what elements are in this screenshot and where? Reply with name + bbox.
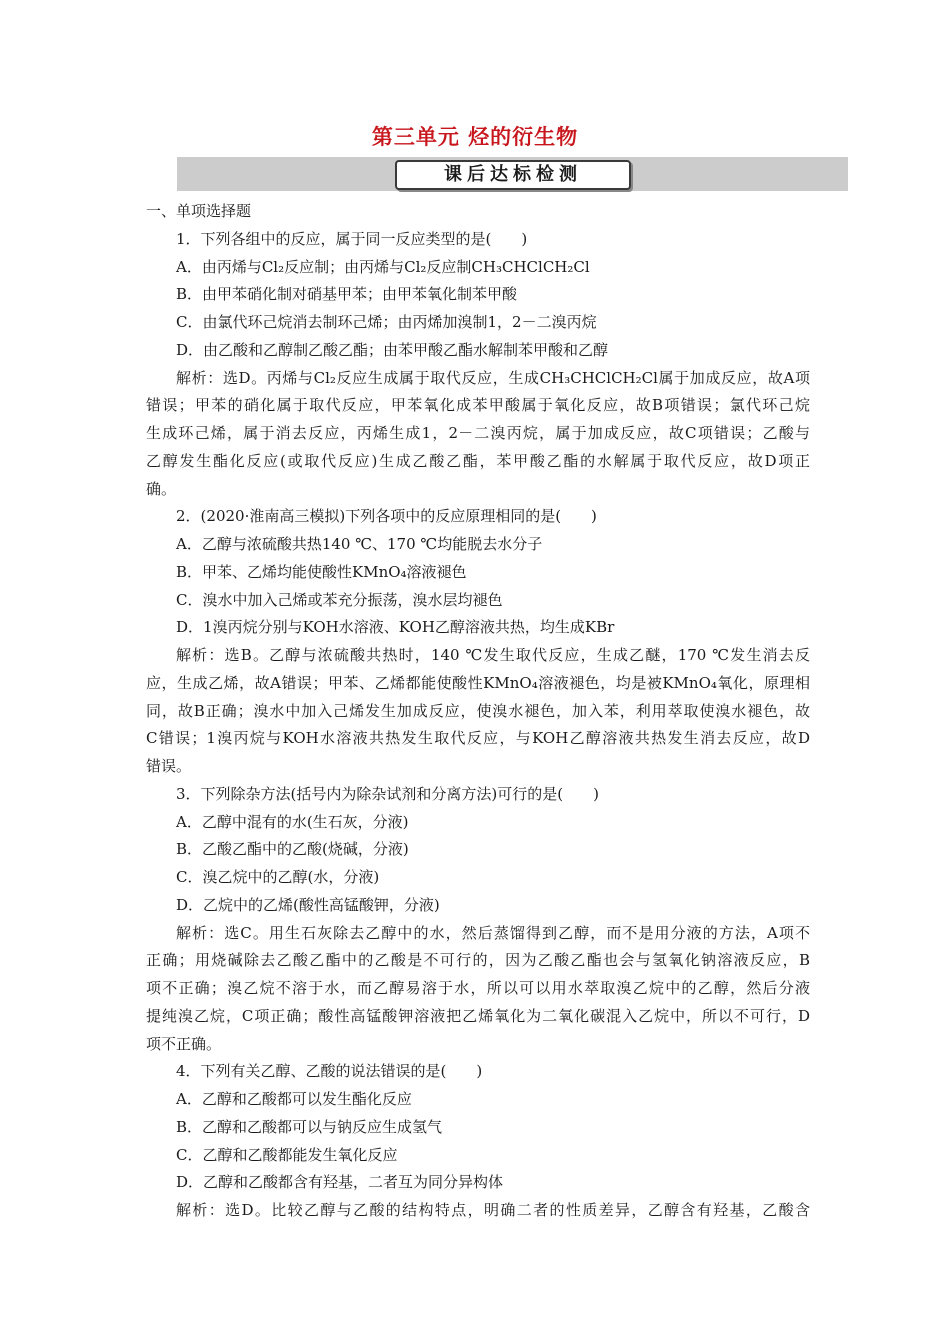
analysis-line: 解析：选D。比较乙醇与乙酸的结构特点，明确二者的性质差异，乙醇含有羟基，乙酸含	[176, 1201, 810, 1219]
analysis-line: 提纯溴乙烷，C项正确；酸性高锰酸钾溶液把乙烯氧化为二氧化碳混入乙烷中，所以不可行，D	[146, 1006, 810, 1025]
option-d: D．由乙酸和乙醇制乙酸乙酯；由苯甲酸乙酯水解制苯甲酸和乙醇	[176, 340, 609, 359]
section-heading: 一、单项选择题	[146, 202, 252, 220]
analysis-line: 乙醇发生酯化反应(或取代反应)生成乙酸乙酯，苯甲酸乙酯的水解属于取代反应，故D项正	[146, 451, 810, 470]
section-banner	[177, 157, 848, 191]
analysis-line: 生成环己烯，属于消去反应，丙烯生成1，2－二溴丙烷，属于加成反应，故C项错误；乙酸与	[146, 424, 810, 442]
option-d: D．乙烷中的乙烯(酸性高锰酸钾，分液)	[176, 895, 440, 914]
page-title: 第三单元 烃的衍生物	[371, 124, 579, 149]
analysis-line: 解析：选B。乙醇与浓硫酸共热时，140 ℃发生取代反应，生成乙醚，170 ℃发生消去反	[176, 646, 810, 664]
analysis-line: 项不正确；溴乙烷不溶于水，而乙醇易溶于水，所以可以用水萃取溴乙烷中的乙醇，然后分液	[146, 979, 810, 997]
question-1	[146, 226, 810, 504]
analysis-line: C错误；1溴丙烷与KOH水溶液共热发生取代反应，与KOH乙醇溶液共热发生消去反应，故D	[146, 729, 810, 748]
analysis-line: 正确；用烧碱除去乙酸乙酯中的乙酸是不可行的，因为乙酸乙酯也会与氢氧化钠溶液反应，B	[146, 951, 810, 970]
analysis-line: 错误；甲苯的硝化属于取代反应，甲苯氧化成苯甲酸属于氧化反应，故B项错误；氯代环己烷	[146, 396, 810, 415]
option-a: A．乙醇与浓硫酸共热140 ℃、170 ℃均能脱去水分子	[176, 535, 543, 553]
question-stem: 3．下列除杂方法(括号内为除杂试剂和分离方法)可行的是( )	[176, 784, 599, 803]
question-2	[146, 503, 810, 781]
option-c: C．溴水中加入己烯或苯充分振荡，溴水层均褪色	[176, 590, 503, 609]
option-b: B．乙酸乙酯中的乙酸(烧碱，分液)	[176, 840, 409, 859]
analysis-line: 确。	[146, 479, 177, 498]
analysis-line: 解析：选C。用生石灰除去乙醇中的水，然后蒸馏得到乙醇，而不是用分液的方法，A项不	[176, 923, 810, 942]
option-a: A．由丙烯与Cl₂反应制；由丙烯与Cl₂反应制CH₃CHClCH₂Cl	[176, 257, 590, 276]
option-c: C．乙醇和乙酸都能发生氧化反应	[176, 1145, 398, 1164]
question-3	[146, 781, 810, 1059]
document-body	[146, 198, 810, 1225]
option-d: D．1溴丙烷分别与KOH水溶液、KOH乙醇溶液共热，均生成KBr	[176, 618, 615, 637]
question-stem: 2．(2020·淮南高三模拟)下列各项中的反应原理相同的是( )	[176, 507, 597, 526]
option-d: D．乙醇和乙酸都含有羟基，二者互为同分异构体	[176, 1173, 504, 1192]
question-stem: 4．下列有关乙醇、乙酸的说法错误的是( )	[176, 1062, 483, 1081]
analysis-line: 错误。	[146, 757, 192, 775]
analysis-line: 应，生成乙烯，故A错误；甲苯、乙烯都能使酸性KMnO₄溶液褪色，均是被KMnO₄氧化，原理相	[146, 673, 810, 692]
option-b: B．甲苯、乙烯均能使酸性KMnO₄溶液褪色	[176, 562, 467, 581]
option-b: B．乙醇和乙酸都可以与钠反应生成氢气	[176, 1117, 443, 1136]
analysis-line: 解析：选D。丙烯与Cl₂反应生成属于取代反应，生成CH₃CHClCH₂Cl属于加成反应，故A项	[176, 368, 810, 387]
option-c: C．由氯代环己烷消去制环己烯；由丙烯加溴制1，2－二溴丙烷	[176, 313, 597, 331]
analysis-line: 同，故B正确；溴水中加入己烯发生加成反应，使溴水褪色，加入苯，利用萃取使溴水褪色，故	[146, 701, 810, 720]
option-a: A．乙醇中混有的水(生石灰，分液)	[176, 812, 409, 831]
option-c: C．溴乙烷中的乙醇(水，分液)	[176, 868, 380, 886]
question-4	[146, 1058, 810, 1225]
option-b: B．由甲苯硝化制对硝基甲苯；由甲苯氧化制苯甲酸	[176, 285, 518, 304]
option-a: A．乙醇和乙酸都可以发生酯化反应	[176, 1090, 412, 1108]
question-stem: 1．下列各组中的反应，属于同一反应类型的是( )	[176, 229, 528, 248]
analysis-line: 项不正确。	[146, 1034, 222, 1053]
banner-label: 课后达标检测	[395, 160, 631, 190]
